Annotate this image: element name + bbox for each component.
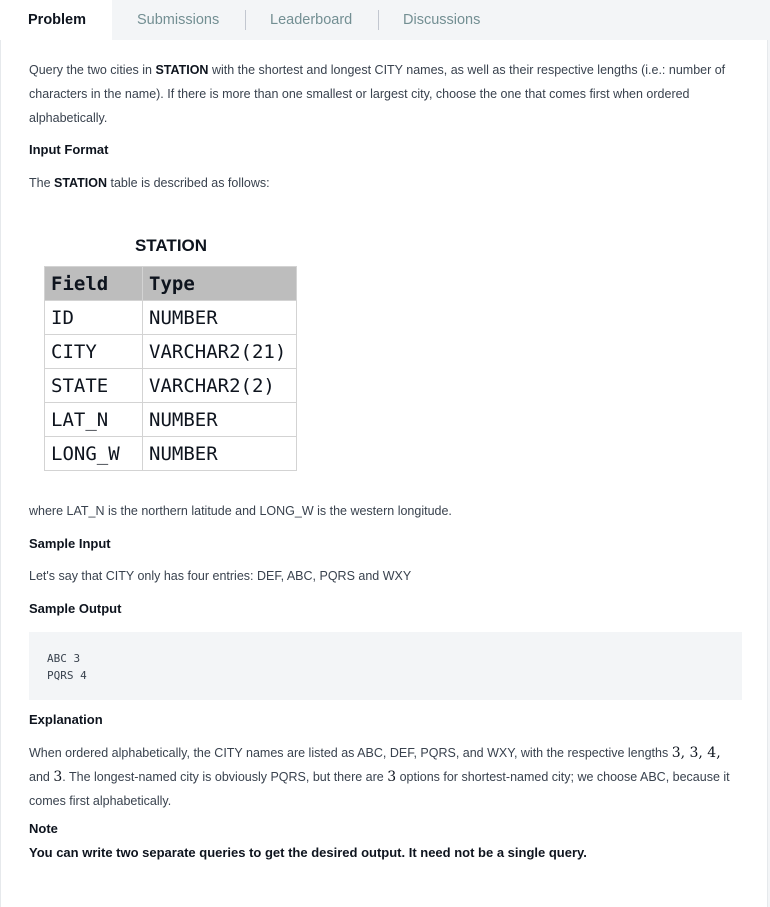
table-header-row <box>45 267 297 301</box>
type-cell: VARCHAR2(21) <box>143 335 297 369</box>
math-value: 3 <box>53 769 63 785</box>
tab-leaderboard[interactable]: Leaderboard <box>270 12 353 28</box>
type-cell: NUMBER <box>143 403 297 437</box>
tab-discussions[interactable]: Discussions <box>403 12 481 28</box>
table-name: STATION <box>155 63 209 77</box>
where-text: where LAT_N is the northern latitude and LONG_W is the western longitude. <box>29 504 452 518</box>
problem-statement <box>0 40 768 907</box>
code-line: PQRS 4 <box>47 669 87 682</box>
code-line: ABC 3 <box>47 652 81 665</box>
explanation-heading: Explanation <box>29 712 103 727</box>
sample-output-code <box>29 632 742 700</box>
field-cell: LONG_W <box>45 437 143 471</box>
table-row <box>45 437 297 471</box>
table-row <box>45 301 297 335</box>
sample-input-heading: Sample Input <box>29 536 111 551</box>
table-name: STATION <box>54 176 108 190</box>
tab-divider <box>245 10 246 30</box>
input-format-heading: Input Format <box>29 142 109 157</box>
problem-intro: Query the two cities in STATION with the shortest and longest CITY names, as well as their respective lengths (i.e.: number of characters in the name). If there is more than one smallest or largest city, choose the one that comes first when ordered alphabetically. <box>29 63 726 125</box>
math-value: 3, 3, 4, <box>671 745 721 761</box>
table-row <box>45 369 297 403</box>
header-type: Type <box>143 267 297 301</box>
explanation-text: When ordered alphabetically, the CITY names are listed as ABC, DEF, PQRS, and WXY, with the respective lengths 3, 3, 4, and 3. The longest-named city is obviously PQRS, but there are 3 options for shortest-named city; we choose ABC, because it comes first alphabetically. <box>29 745 730 808</box>
type-cell: VARCHAR2(2) <box>143 369 297 403</box>
field-cell: CITY <box>45 335 143 369</box>
station-table <box>44 266 297 471</box>
sample-input-text: Let's say that CITY only has four entries: DEF, ABC, PQRS and WXY <box>29 569 412 583</box>
note-text: You can write two separate queries to get the desired output. It need not be a single query. <box>29 845 587 860</box>
field-cell: STATE <box>45 369 143 403</box>
tab-problem[interactable]: Problem <box>0 0 112 40</box>
note-heading: Note <box>29 821 58 836</box>
type-cell: NUMBER <box>143 301 297 335</box>
math-value: 3 <box>387 769 397 785</box>
field-cell: LAT_N <box>45 403 143 437</box>
table-row <box>45 335 297 369</box>
table-title: STATION <box>134 236 208 255</box>
tab-submissions[interactable]: Submissions <box>137 12 220 28</box>
field-cell: ID <box>45 301 143 335</box>
table-row <box>45 403 297 437</box>
sample-output-heading: Sample Output <box>29 601 122 616</box>
header-field: Field <box>45 267 143 301</box>
table-description: The STATION table is described as follows: <box>29 176 270 190</box>
tab-divider <box>378 10 379 30</box>
type-cell: NUMBER <box>143 437 297 471</box>
tab-bar <box>0 0 770 40</box>
